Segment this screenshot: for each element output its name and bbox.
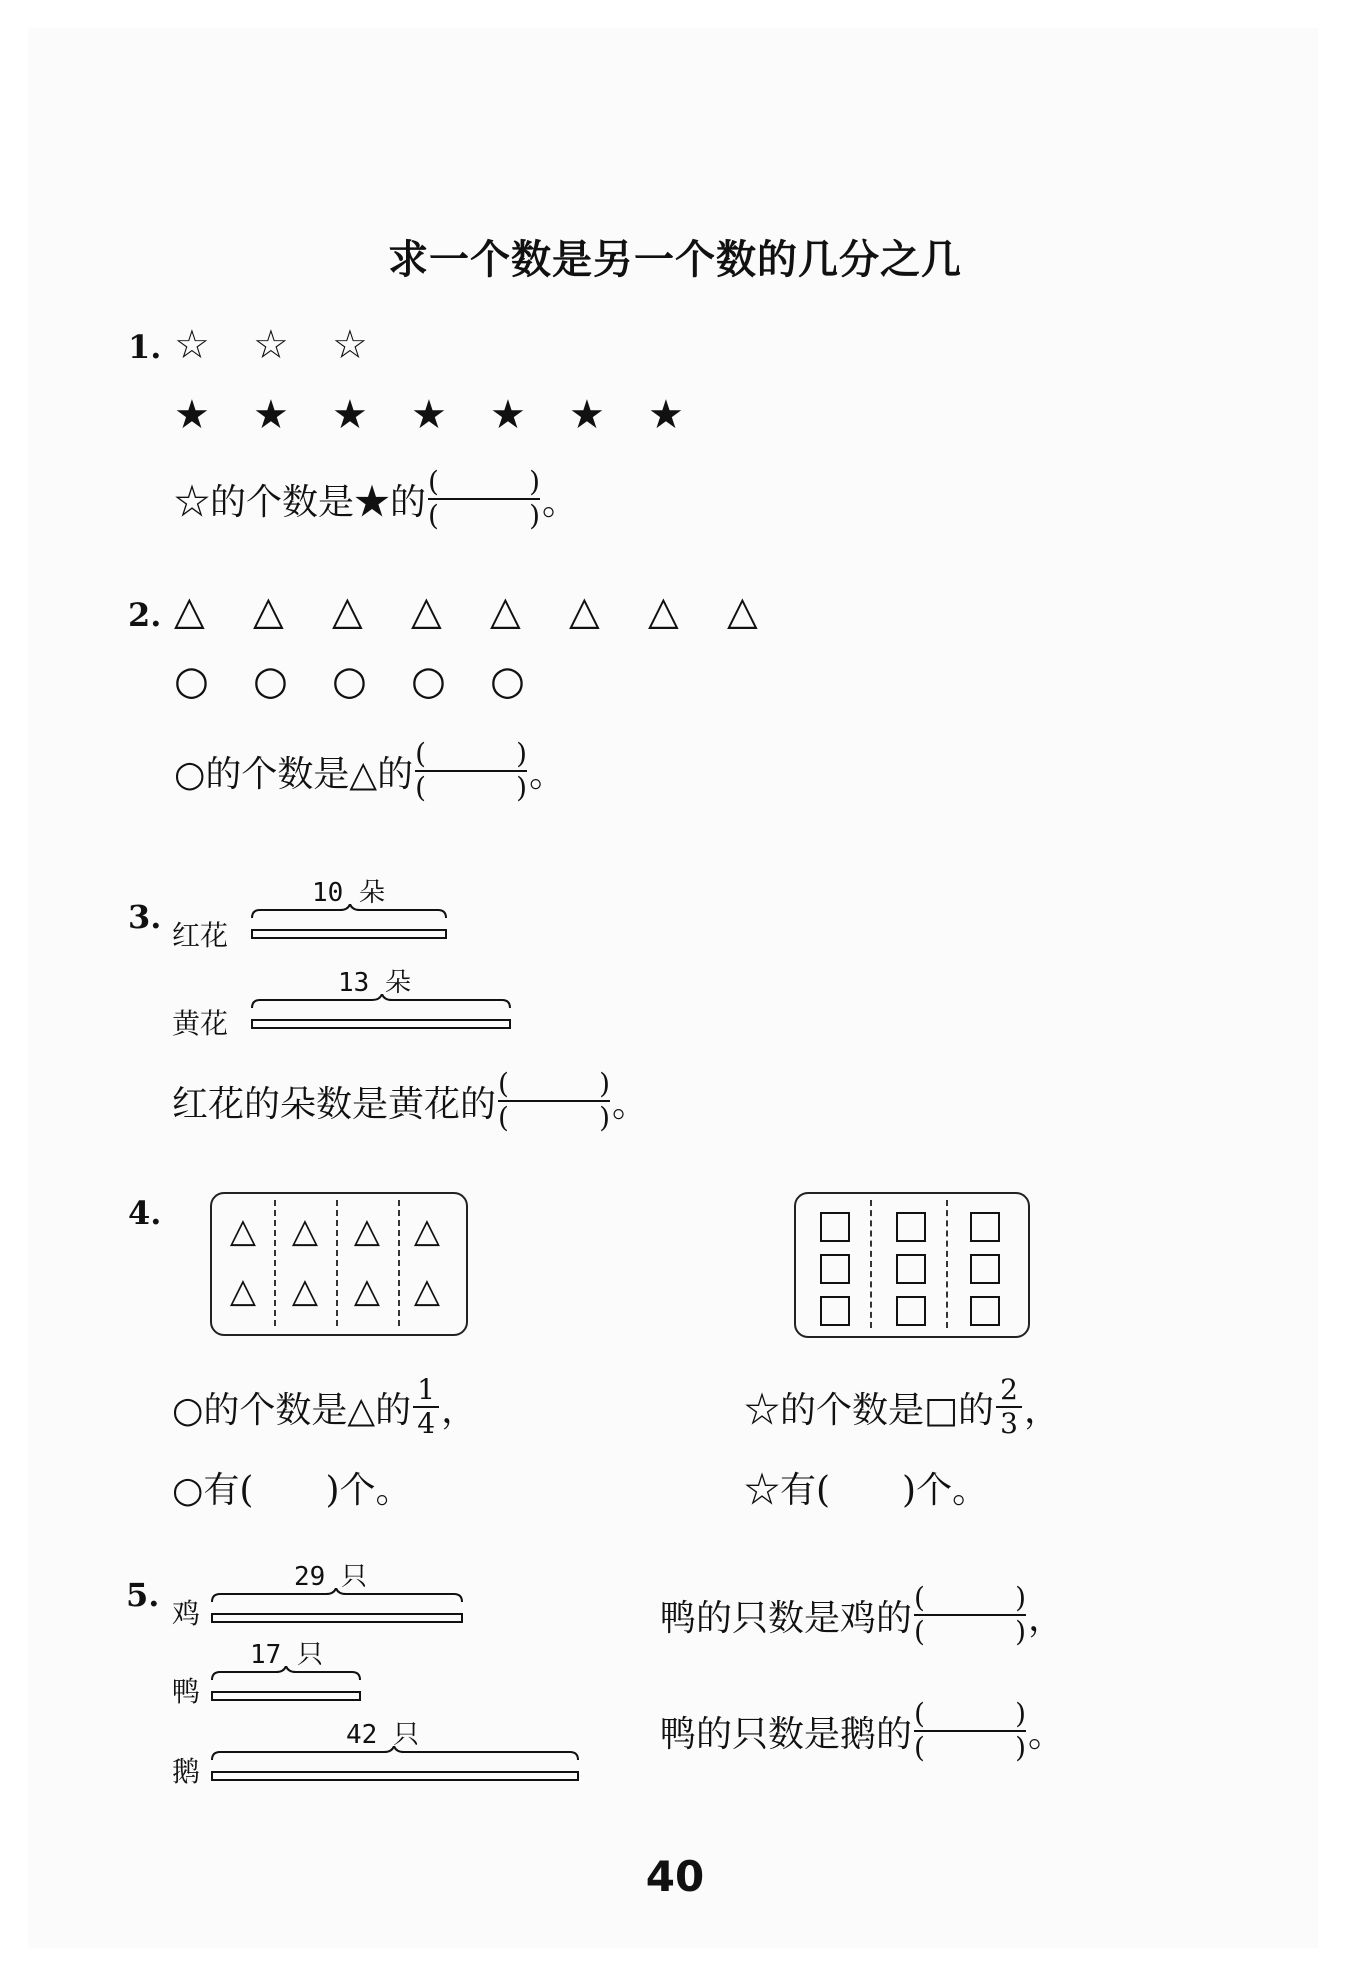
- q5-sentence-1-text: 鸭的只数是鸡的: [660, 1597, 913, 1639]
- q5-comma: ，: [1028, 1597, 1065, 1639]
- goose-count: 42 只: [346, 1720, 419, 1750]
- q4-left-fraction: [413, 1374, 439, 1440]
- square-box: [794, 1192, 1030, 1338]
- q4-right-numerator: 2: [1000, 1373, 1018, 1406]
- q4-left-numerator: 1: [417, 1373, 436, 1406]
- triangle-icon: △: [229, 1271, 257, 1311]
- duck-label: 鸭: [172, 1675, 201, 1708]
- q2-triangles: [174, 588, 806, 634]
- q5-sentence-2: [660, 1698, 1064, 1764]
- triangle-icon: △: [727, 588, 758, 634]
- q3-sentence: [172, 1068, 648, 1134]
- q4-right-denominator: 3: [1000, 1407, 1018, 1440]
- q4-left-denominator: 4: [417, 1407, 436, 1440]
- triangle-icon: △: [229, 1211, 257, 1251]
- square-icon: [820, 1254, 850, 1284]
- q2-sentence: [174, 738, 565, 804]
- duck-bar: [210, 1666, 366, 1706]
- white-star-icon: ☆: [253, 322, 289, 368]
- q5-sentence-1: [660, 1582, 1064, 1648]
- red-flower-count: 10 朵: [312, 878, 385, 908]
- circle-icon: ○: [174, 658, 209, 704]
- q5-period: 。: [1028, 1713, 1065, 1755]
- q2-answer-fraction[interactable]: ( ) ( ): [415, 737, 528, 804]
- circle-icon: ○: [332, 658, 367, 704]
- triangle-icon: △: [253, 588, 284, 634]
- triangle-icon: △: [569, 588, 600, 634]
- square-icon: [970, 1254, 1000, 1284]
- triangle-icon: △: [174, 588, 205, 634]
- circle-icon: ○: [490, 658, 525, 704]
- question-4-number: 4.: [128, 1194, 162, 1232]
- q4-right-comma: ，: [1024, 1389, 1061, 1431]
- chicken-count: 29 只: [294, 1562, 367, 1592]
- q3-period: 。: [612, 1083, 649, 1125]
- square-icon: [820, 1212, 850, 1242]
- q4-right-fraction: [996, 1374, 1022, 1440]
- q5-sentence-2-text: 鸭的只数是鹅的: [660, 1713, 913, 1755]
- triangle-icon: △: [413, 1211, 441, 1251]
- black-star-icon: ★: [490, 392, 526, 438]
- square-icon: [970, 1296, 1000, 1326]
- black-star-icon: ★: [253, 392, 289, 438]
- q1-black-stars: [174, 392, 727, 438]
- q4-right-sentence-text: ☆的个数是□的: [744, 1389, 995, 1431]
- white-star-icon: ☆: [174, 322, 210, 368]
- square-icon: [820, 1296, 850, 1326]
- worksheet-page: [28, 28, 1318, 1948]
- q1-sentence: [174, 466, 578, 532]
- yellow-flower-count: 13 朵: [338, 968, 411, 998]
- q4-right-answer[interactable]: ☆有( )个。: [744, 1470, 989, 1511]
- black-star-icon: ★: [648, 392, 684, 438]
- q4-left-comma: ，: [441, 1389, 478, 1431]
- square-icon: [896, 1254, 926, 1284]
- triangle-icon: △: [413, 1271, 441, 1311]
- q1-sentence-text: ☆的个数是★的: [174, 481, 427, 523]
- yellow-flower-bar: [250, 994, 514, 1034]
- red-flower-label: 红花: [172, 919, 229, 952]
- q4-right-sentence: [744, 1374, 1060, 1440]
- white-star-icon: ☆: [332, 322, 368, 368]
- triangle-box: [210, 1192, 468, 1336]
- q2-circles: [174, 658, 569, 704]
- black-star-icon: ★: [569, 392, 605, 438]
- q2-sentence-text: ○的个数是△的: [174, 753, 414, 795]
- q3-sentence-text: 红花的朵数是黄花的: [172, 1083, 497, 1125]
- triangle-icon: △: [332, 588, 363, 634]
- triangle-icon: △: [353, 1271, 381, 1311]
- q1-white-stars: [174, 322, 411, 368]
- question-1-number: 1.: [128, 328, 162, 366]
- duck-count: 17 只: [250, 1640, 323, 1670]
- triangle-icon: △: [291, 1211, 319, 1251]
- question-2-number: 2.: [128, 596, 162, 634]
- triangle-icon: △: [353, 1211, 381, 1251]
- q4-left-answer[interactable]: ○有( )个。: [172, 1470, 412, 1511]
- question-3-number: 3.: [128, 898, 162, 936]
- square-icon: [896, 1212, 926, 1242]
- square-icon: [896, 1296, 926, 1326]
- q3-answer-fraction[interactable]: ( ) ( ): [498, 1067, 611, 1134]
- q4-left-sentence-text: ○的个数是△的: [172, 1389, 412, 1431]
- q1-period: 。: [542, 481, 579, 523]
- q2-period: 。: [529, 753, 566, 795]
- q5-answer-fraction-1[interactable]: ( ) ( ): [914, 1581, 1027, 1648]
- triangle-icon: △: [648, 588, 679, 634]
- q5-answer-fraction-2[interactable]: ( ) ( ): [914, 1697, 1027, 1764]
- q1-answer-fraction[interactable]: ( ) ( ): [428, 465, 541, 532]
- goose-bar: [210, 1746, 584, 1786]
- black-star-icon: ★: [174, 392, 210, 438]
- square-icon: [970, 1212, 1000, 1242]
- circle-icon: ○: [411, 658, 446, 704]
- triangle-icon: △: [411, 588, 442, 634]
- chicken-bar: [210, 1588, 466, 1628]
- triangle-icon: △: [490, 588, 521, 634]
- red-flower-bar: [250, 904, 450, 944]
- q4-left-sentence: [172, 1374, 477, 1440]
- chicken-label: 鸡: [172, 1597, 201, 1630]
- black-star-icon: ★: [411, 392, 447, 438]
- triangle-icon: △: [291, 1271, 319, 1311]
- yellow-flower-label: 黄花: [172, 1007, 229, 1040]
- goose-label: 鹅: [172, 1755, 201, 1788]
- page-title: 求一个数是另一个数的几分之几: [388, 237, 962, 283]
- circle-icon: ○: [253, 658, 288, 704]
- page-number: 40: [645, 1852, 705, 1901]
- black-star-icon: ★: [332, 392, 368, 438]
- question-5-number: 5.: [126, 1576, 160, 1614]
